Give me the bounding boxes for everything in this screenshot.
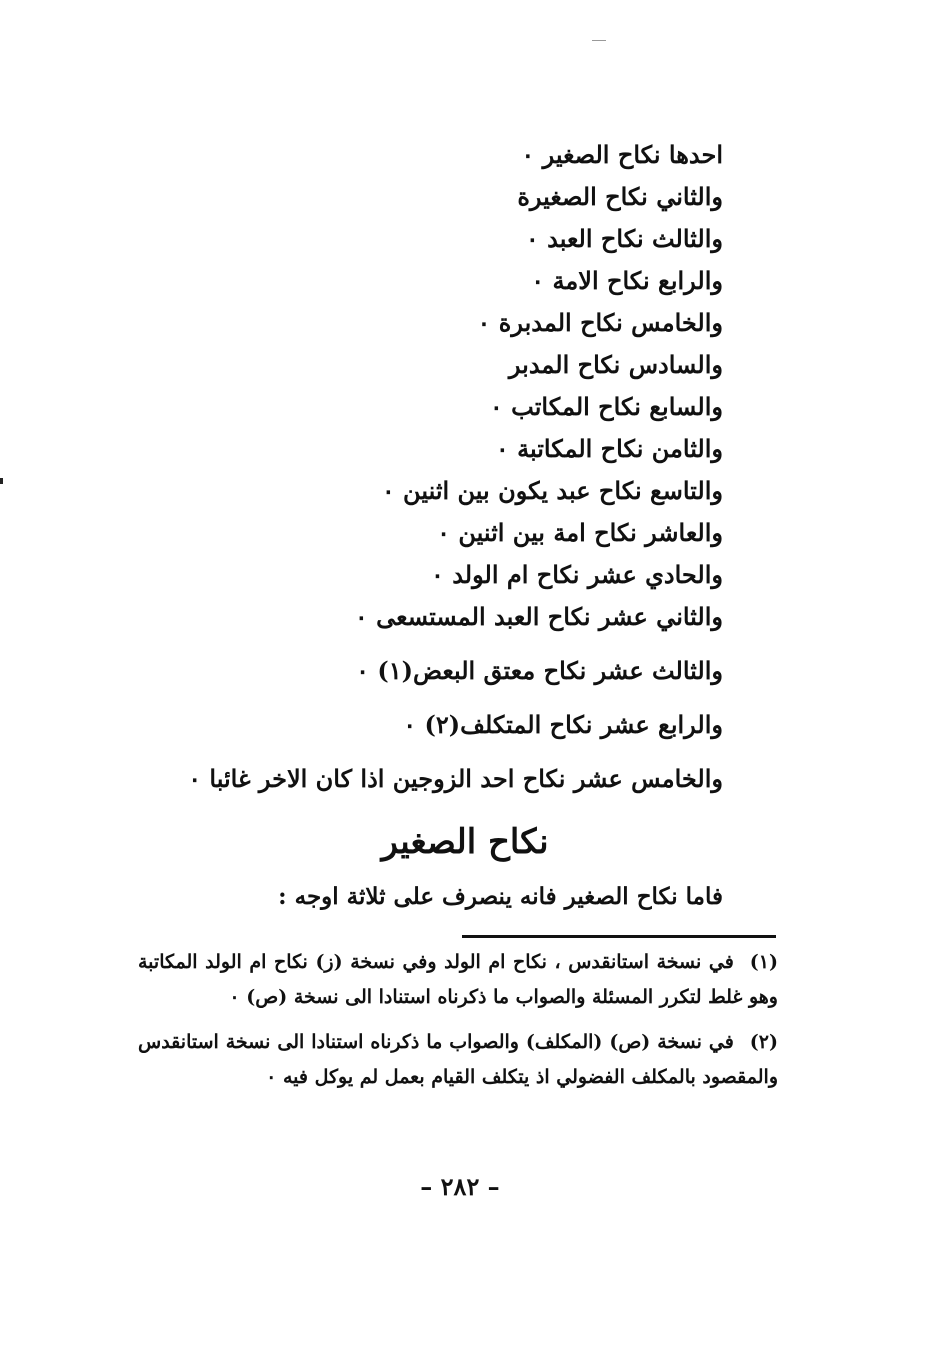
list-item: والتاسع نكاح عبد يكون بين اثنين ٠ — [381, 476, 723, 505]
list-item: والسابع نكاح المكاتب ٠ — [489, 392, 723, 421]
list-item: والخامس عشر نكاح احد الزوجين اذا كان الاخر غائبا ٠ — [188, 764, 723, 793]
page-number: – ٢٨٢ – — [420, 1172, 500, 1201]
footnote-rule — [462, 935, 776, 938]
list-item: والرابع نكاح الامة ٠ — [531, 266, 723, 295]
footnote-number: (٢) — [749, 1031, 778, 1053]
list-item: احدها نكاح الصغير ٠ — [521, 140, 723, 169]
list-item: والحادي عشر نكاح ام الولد ٠ — [430, 560, 723, 589]
section-heading: نكاح الصغير — [381, 822, 549, 862]
list-item: والسادس نكاح المدبر — [508, 350, 723, 379]
list-item: والخامس نكاح المدبرة ٠ — [477, 308, 723, 337]
scan-mark-top — [592, 40, 606, 41]
footnote-1 — [138, 945, 778, 1015]
list-item: والثالث عشر نكاح معتق البعض(١) ٠ — [356, 656, 723, 685]
scan-mark-edge — [0, 478, 3, 484]
list-item: والثالث نكاح العبد ٠ — [525, 224, 723, 253]
section-intro: فاما نكاح الصغير فانه ينصرف على ثلاثة اوجه : — [278, 883, 723, 910]
list-item: والثامن نكاح المكاتبة ٠ — [495, 434, 723, 463]
footnote-number: (١) — [749, 951, 778, 973]
list-item: والرابع عشر نكاح المتكلف(٢) ٠ — [403, 710, 723, 739]
footnotes — [138, 945, 778, 1105]
numbered-list — [163, 138, 723, 804]
list-item: والثاني نكاح الصغيرة — [517, 182, 723, 211]
footnote-2 — [138, 1025, 778, 1095]
list-item: والثاني عشر نكاح العبد المستسعى ٠ — [354, 602, 723, 631]
list-item: والعاشر نكاح امة بين اثنين ٠ — [437, 518, 723, 547]
footnote-text: في نسخة استانقدس ، نكاح ام الولد وفي نسخة (ز) نكاح ام الولد المكاتبة وهو غلط لتكرر المسئلة والصواب ما ذكرناه استنادا الى نسخة (ص) ٠ — [138, 951, 778, 1008]
footnote-text: في نسخة (ص) (المكلف) والصواب ما ذكرناه استنادا الى نسخة استانقدس والمقصود بالمكلف الفضولي اذ يتكلف القيام بعمل لم يوكل فيه ٠ — [138, 1031, 778, 1088]
